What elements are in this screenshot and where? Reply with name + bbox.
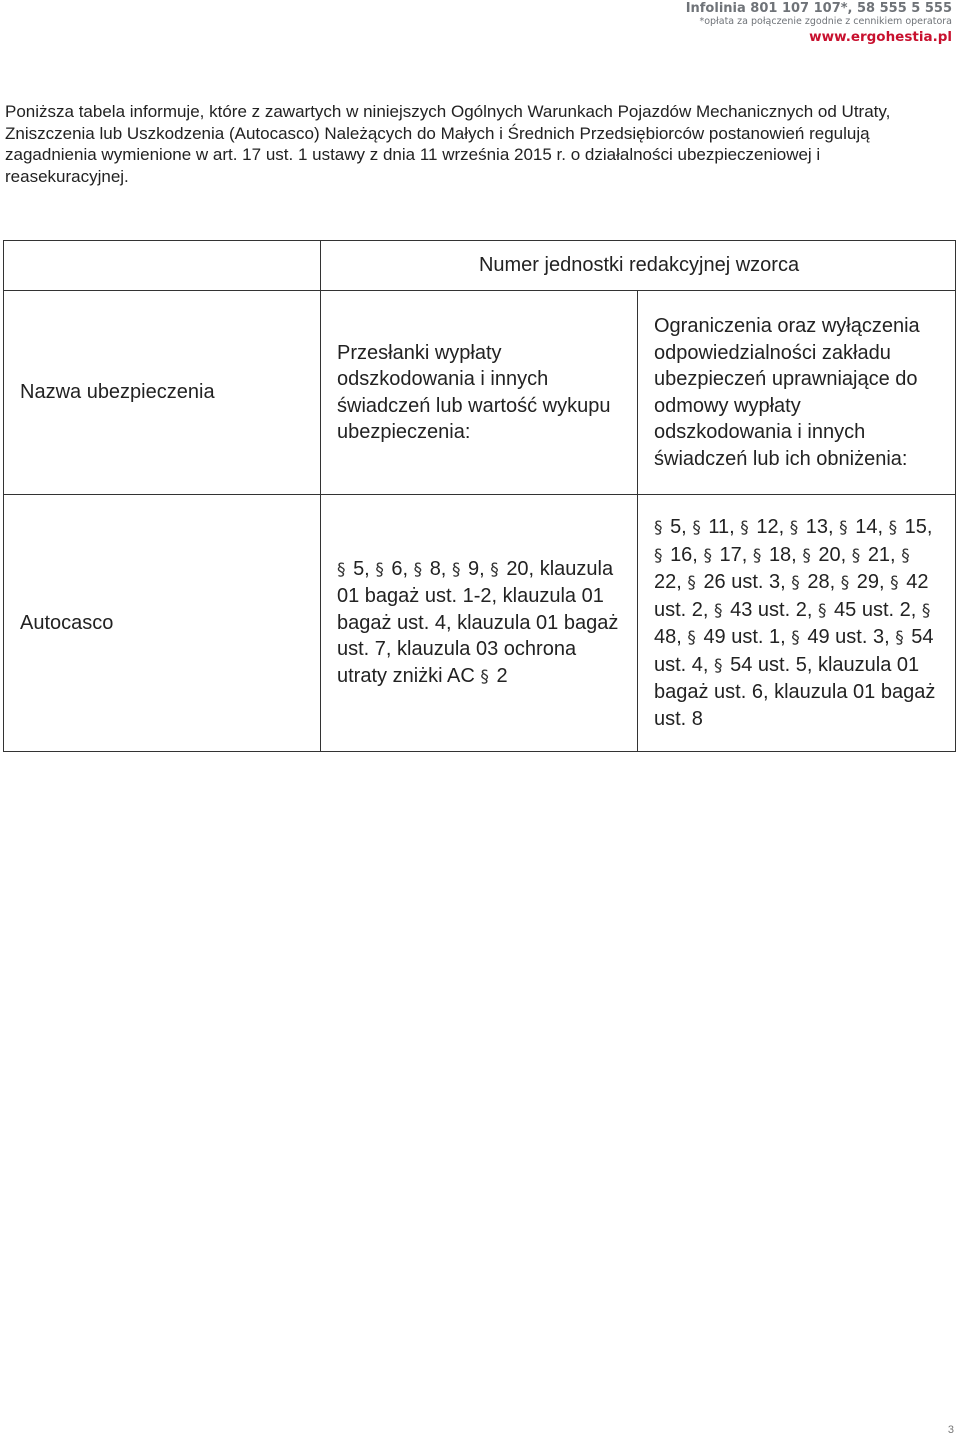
- section-sign-icon: §: [714, 600, 723, 621]
- section-sign-icon: §: [789, 518, 799, 538]
- intro-paragraph: Poniższa tabela informuje, które z zawartych w niniejszych Ogólnych Warunkach Pojazdów Mechanicznych od Utraty, Zniszczenia lub Uszkodzenia (Autocasco) Należących do Małych i Średnich Przedsiębiorców postanowień regulują zagadnienia wymienione w art. 17 ust. 1 ustawy z dnia 11 września 2015 r. o działalności ubezpieczeniowej i reasekuracyjnej.: [5, 102, 891, 186]
- section-sign-icon: §: [791, 628, 800, 648]
- section-sign-icon: §: [687, 573, 696, 593]
- reference-item: § 29,: [840, 571, 885, 593]
- limitations-list: [654, 514, 941, 732]
- website-link[interactable]: www.ergohestia.pl: [809, 28, 952, 45]
- infolinia-phone: Infolinia 801 107 107*, 58 555 5 555: [685, 1, 952, 16]
- section-sign-icon: §: [817, 600, 827, 621]
- section-sign-icon: §: [692, 518, 701, 538]
- conditions-cell: [321, 495, 638, 752]
- reference-item: § 15,: [888, 516, 933, 538]
- reference-item: klauzula 01 bagaż ust. 4,: [337, 585, 604, 634]
- reference-item: § 13,: [789, 516, 834, 538]
- reference-item: § 20,: [490, 557, 535, 580]
- section-sign-icon: §: [921, 600, 931, 621]
- section-sign-icon: §: [791, 573, 800, 593]
- reference-item: klauzula 01 bagaż ust. 7,: [337, 611, 619, 661]
- table-row: [4, 495, 956, 752]
- reference-item: klauzula 01 bagaż ust. 8: [654, 681, 936, 730]
- numer-jednostki-header: Numer jednostki redakcyjnej wzorca: [321, 241, 956, 291]
- reference-item: § 26 ust. 3,: [687, 571, 786, 593]
- section-sign-icon: §: [802, 545, 811, 566]
- reference-item: § 28,: [791, 571, 836, 593]
- section-sign-icon: §: [413, 559, 423, 580]
- header-ograniczenia-wylaczenia: Ograniczenia oraz wyłączenia odpowiedzialności zakładu ubezpieczeń uprawniające do odmowy wypłaty odszkodowania i innych świadczeń lub ich obniżenia:: [638, 291, 956, 495]
- reference-item: klauzula 01 bagaż ust. 6,: [654, 653, 920, 703]
- reference-item: § 42 ust. 2,: [654, 571, 929, 621]
- table-header-row: [4, 291, 956, 495]
- reference-item: § 18,: [752, 543, 797, 566]
- header-nazwa-ubezpieczenia: Nazwa ubezpieczenia: [4, 291, 321, 495]
- reference-item: § 5,: [654, 516, 687, 538]
- editorial-units-table: [3, 240, 956, 752]
- reference-item: § 12,: [740, 516, 785, 538]
- section-sign-icon: §: [890, 573, 899, 593]
- header-przeslanki-wyplaty: Przesłanki wypłaty odszkodowania i innych świadczeń lub wartość wykupu ubezpieczenia:: [321, 291, 638, 495]
- reference-item: § 54 ust. 4,: [654, 626, 934, 676]
- reference-item: § 8,: [413, 557, 447, 580]
- reference-item: § 14,: [839, 516, 884, 538]
- reference-item: § 49 ust. 3,: [791, 626, 890, 648]
- reference-item: § 22,: [654, 545, 910, 593]
- reference-item: § 16,: [654, 543, 698, 566]
- conditions-list: [337, 556, 623, 691]
- insurance-name-cell: Autocasco: [4, 495, 321, 752]
- section-sign-icon: §: [375, 559, 384, 580]
- infolinia-note: *opłata za połączenie zgodnie z cennikiem operatora: [699, 15, 952, 27]
- section-sign-icon: §: [703, 545, 712, 566]
- section-sign-icon: §: [895, 628, 904, 648]
- section-sign-icon: §: [840, 573, 850, 593]
- section-sign-icon: §: [687, 628, 696, 648]
- section-sign-icon: §: [752, 545, 762, 566]
- reference-item: § 6,: [375, 557, 409, 580]
- reference-item: § 54 ust. 5,: [714, 653, 813, 676]
- section-sign-icon: §: [740, 518, 749, 538]
- section-sign-icon: §: [654, 518, 663, 538]
- reference-item: § 17,: [703, 543, 748, 566]
- reference-item: klauzula 03 ochrona utraty zniżki AC: [337, 638, 577, 687]
- reference-item: § 2: [480, 664, 508, 687]
- reference-item: § 11,: [692, 516, 735, 538]
- reference-item: § 43 ust. 2,: [714, 598, 813, 621]
- reference-item: § 9,: [451, 557, 485, 580]
- section-sign-icon: §: [901, 545, 910, 566]
- section-sign-icon: §: [851, 545, 861, 566]
- limitations-cell: [638, 495, 956, 752]
- section-sign-icon: §: [480, 666, 489, 687]
- reference-item: § 48,: [654, 600, 931, 648]
- section-sign-icon: §: [888, 518, 898, 538]
- reference-item: § 45 ust. 2,: [817, 598, 917, 621]
- reference-item: § 49 ust. 1,: [687, 626, 786, 648]
- page-number: 3: [947, 1424, 954, 1436]
- section-sign-icon: §: [451, 559, 461, 580]
- section-sign-icon: §: [714, 655, 723, 676]
- table-blank-corner: [4, 241, 321, 291]
- section-sign-icon: §: [654, 545, 663, 566]
- section-sign-icon: §: [490, 559, 499, 580]
- reference-item: klauzula 01 bagaż ust. 1-2,: [337, 557, 614, 608]
- reference-item: § 21,: [851, 543, 896, 566]
- section-sign-icon: §: [839, 518, 848, 538]
- header-contact: [686, 2, 952, 46]
- section-sign-icon: §: [337, 559, 346, 580]
- table-super-header-row: [4, 241, 956, 291]
- reference-item: § 20,: [802, 543, 847, 566]
- reference-item: § 5,: [337, 557, 370, 580]
